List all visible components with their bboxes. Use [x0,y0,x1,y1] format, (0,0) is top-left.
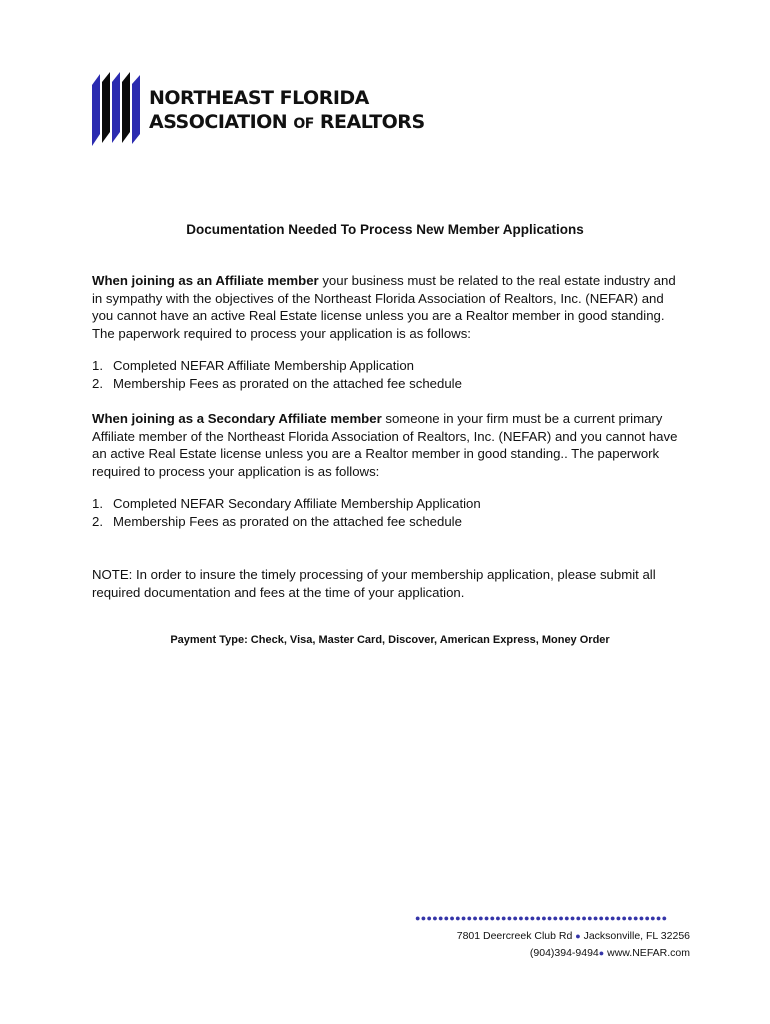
nefar-logo [92,72,452,150]
footer-website[interactable]: www.NEFAR.com [607,947,690,959]
affiliate-body: your business must be related to the real estate industry and in sympathy with the objectives of the Northeast Florida Association of Realtors, Inc. (NEFAR) and you cannot have an active Real Estate license unless you are a Realtor member in good standing. The paperwork required to process your application is as follows: [92,273,676,341]
payment-types: Payment Type: Check, Visa, Master Card, Discover, American Express, Money Order [170,634,610,646]
affiliate-lead: When joining as an Affiliate member [92,273,319,288]
bullet-icon: ● [575,931,581,941]
footer-contact [530,947,690,959]
logo-stripe-4 [122,72,130,143]
footer-phone: (904)394-9494 [529,947,599,959]
nefar-logo-mark-icon [92,72,144,150]
bullet-icon: ● [598,948,605,958]
affiliate-requirements-list [92,357,682,392]
secondary-requirements-list [92,495,682,530]
note-paragraph: NOTE: In order to insure the timely processing of your membership application, please submit all required documentation and fees at the time of your application. [92,567,656,600]
affiliate-paragraph [92,272,682,342]
secondary-affiliate-paragraph [92,410,682,480]
footer-street: 7801 Deercreek Club Rd [456,930,573,942]
list-item: 1. Completed NEFAR Affiliate Membership Application [92,358,415,373]
footer-dot-rule: ●●●●●●●●●●●●●●●●●●●●●●●●●●●●●●●●●●●●●●●●●●●● [415,913,668,923]
logo-stripe-1 [92,74,100,146]
secondary-body: someone in your firm must be a current primary Affiliate member of the Northeast Florida Association of Realtors, Inc. (NEFAR) and you cannot have an active Real Estate license unless you are a Realtor member in good standing.. The paperwork required to process your application is as follows: [92,411,678,479]
list-item: 2. Membership Fees as prorated on the attached fee schedule [92,375,462,391]
logo-name-line1: NORTHEAST FLORIDA [149,87,369,109]
logo-name-line2: ASSOCIATION OF REALTORS [149,111,425,133]
secondary-lead: When joining as a Secondary Affiliate member [92,411,382,426]
document-title: Documentation Needed To Process New Member Applications [186,222,584,237]
logo-stripe-3 [112,72,120,143]
logo-stripe-2 [102,72,110,143]
footer-city: Jacksonville, FL 32256 [583,930,690,942]
list-item: 1. Completed NEFAR Secondary Affiliate Membership Application [92,496,481,511]
logo-wordmark [149,86,425,136]
footer-address [457,930,690,942]
list-item: 2. Membership Fees as prorated on the attached fee schedule [92,513,462,529]
logo-stripe-5 [132,75,140,144]
